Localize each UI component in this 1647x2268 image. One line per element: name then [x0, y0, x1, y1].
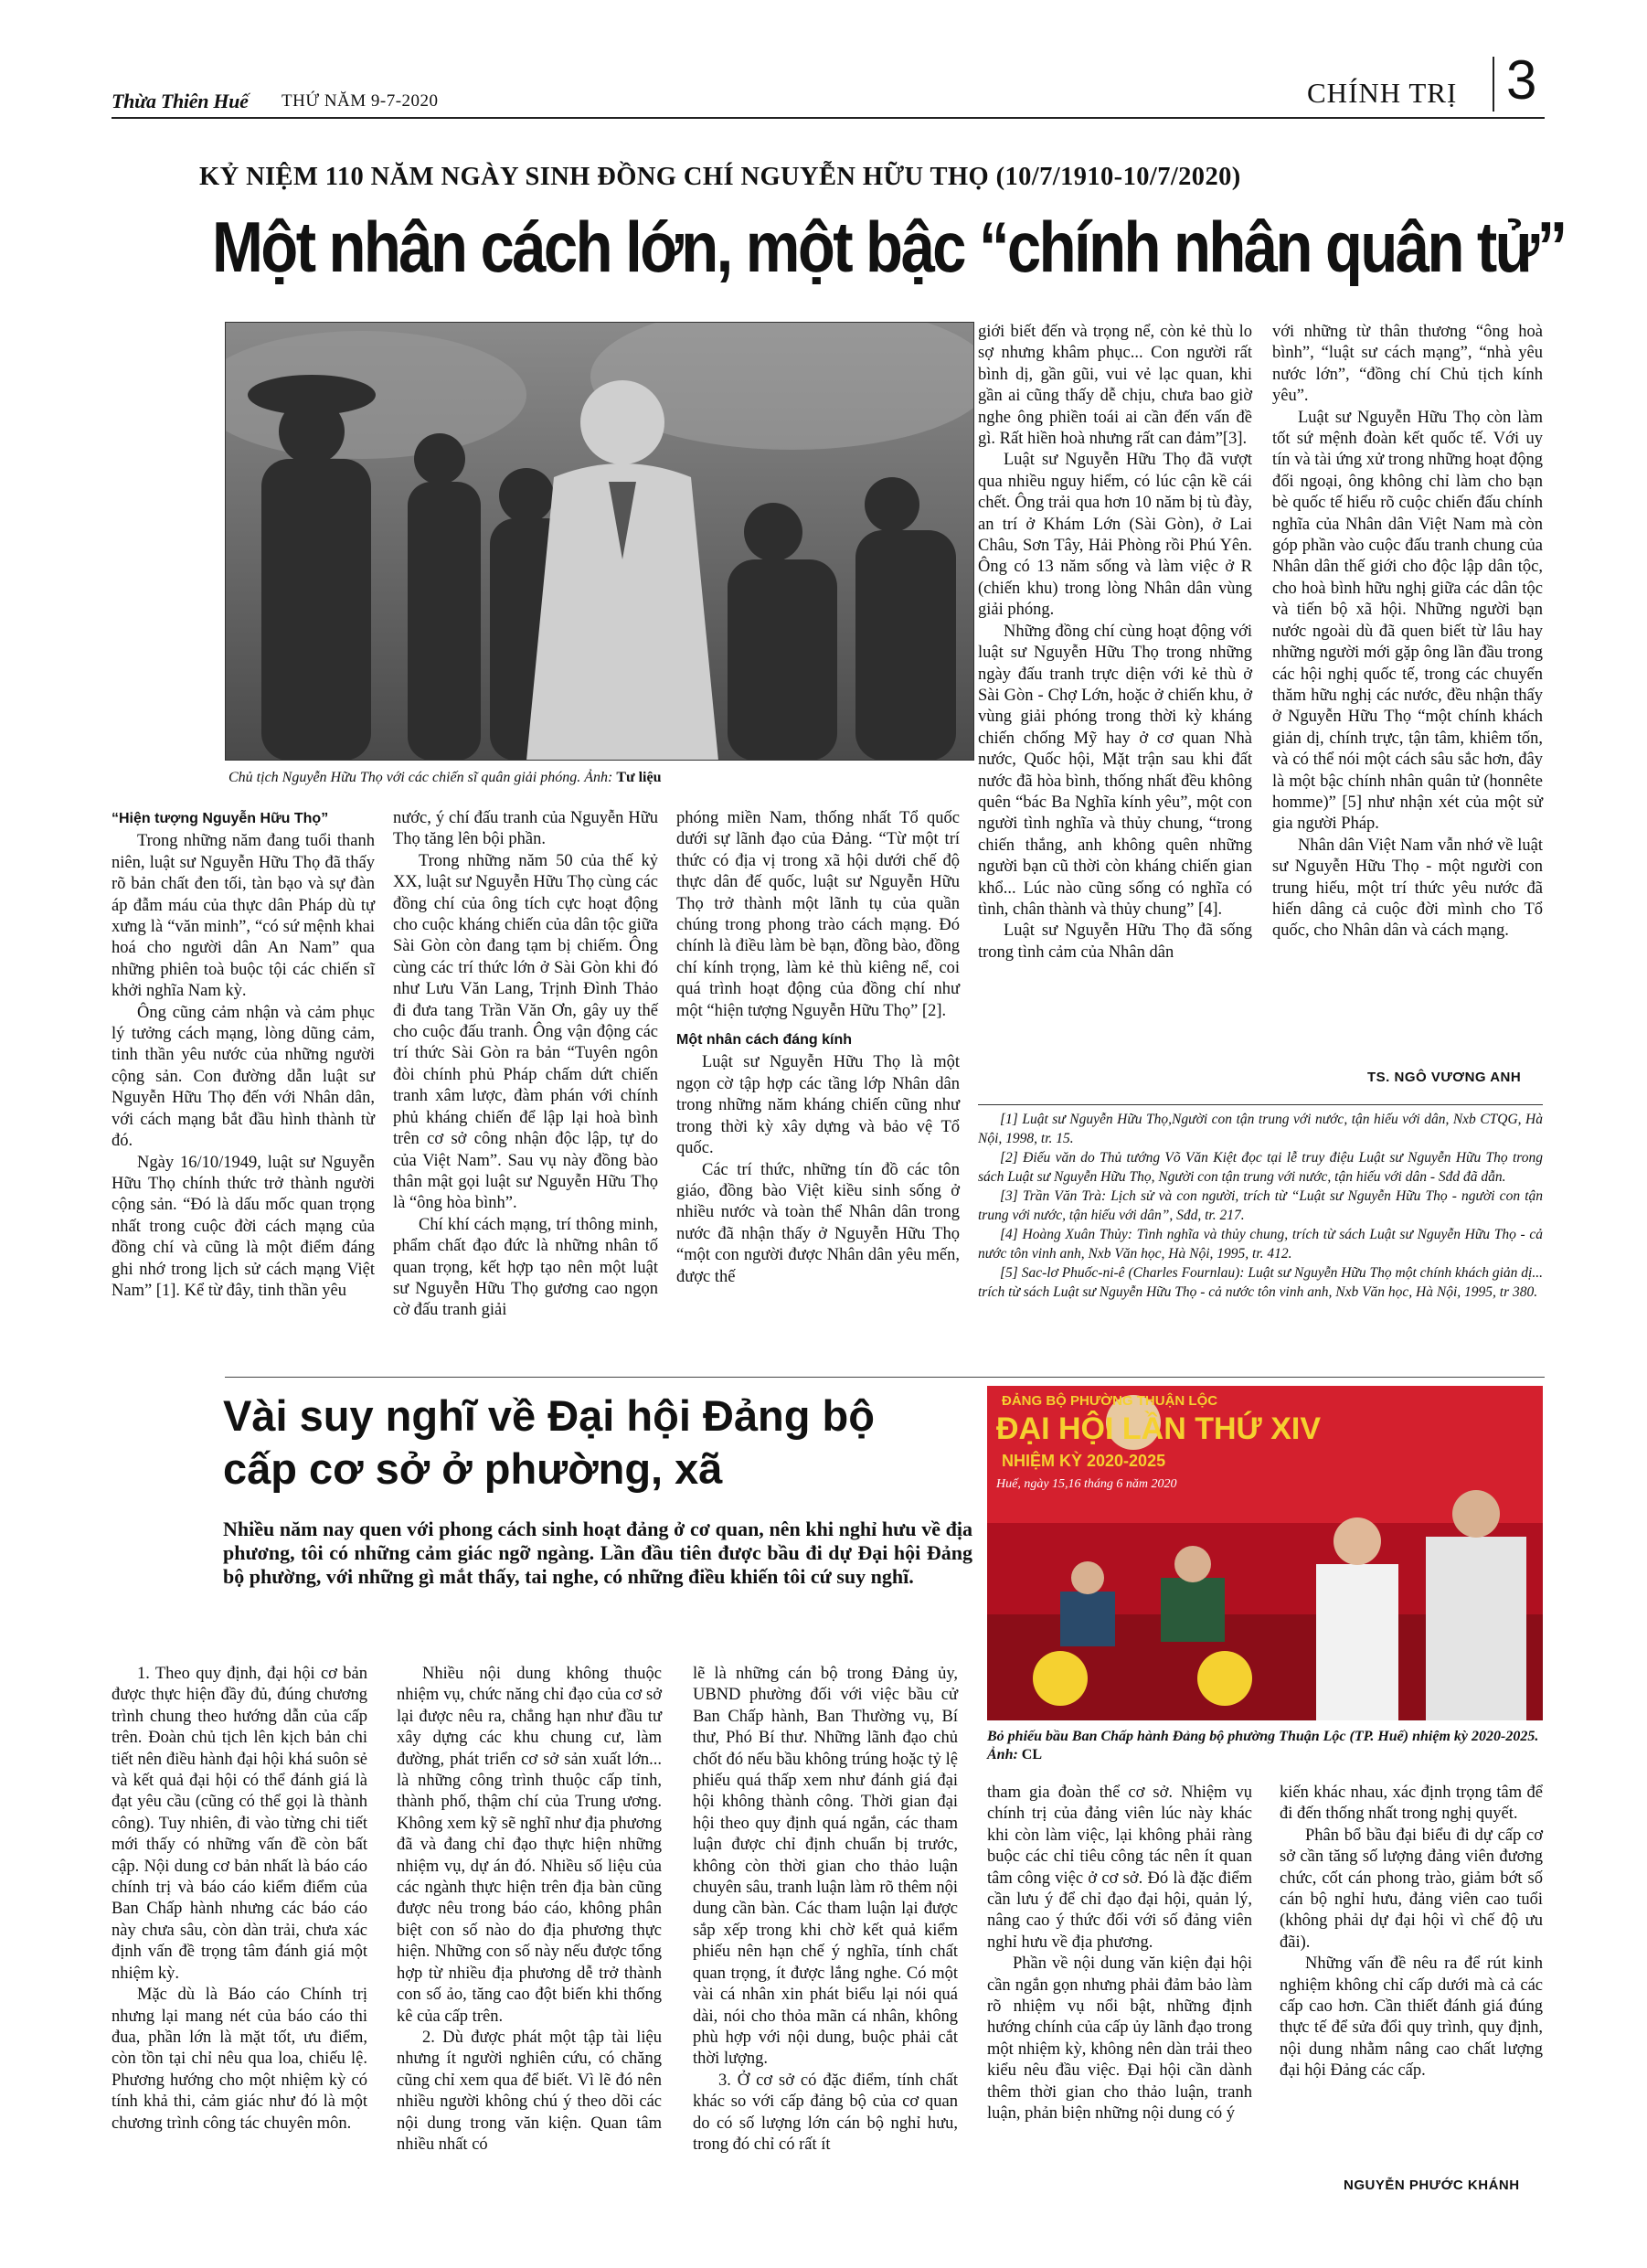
paragraph: Những đồng chí cùng hoạt động với luật sư Nguyễn Hữu Thọ trong những ngày đấu tranh trực diện với kẻ thù ở Sài Gòn - Chợ Lớn, hoặc ở chiến khu, ở vùng giải phóng trong thời kỳ kháng chiến chống Mỹ hay ở cơ quan Nhà nước, Quốc hội, Mặt trận sau khi đất nước đã hòa bình, thống nhất đều không quên “bác Ba Nghĩa kính yêu”, một con người tình nghĩa và thủy chung, “trong chiến thắng, anh không quên những người bạn cũ thời còn kháng chiến gian khổ... Lúc nào cũng sống có nghĩa có tình, chân thành và thủy chung” [4].: [978, 622, 1252, 919]
paragraph: Luật sư Nguyễn Hữu Thọ đã vượt qua nhiều nguy hiểm, có lúc cận kề cái chết. Ông trải qua hơn 10 năm bị tù đày, an trí ở Khám Lớn (Sài Gòn), ở Lai Châu, Sơn Tây, Hải Phòng rồi Phú Yên. Ông có 13 năm sống và làm việc ở R (chiến khu) trong lòng Nhân dân vùng giải phóng.: [978, 451, 1252, 620]
article1-photo-caption: [228, 770, 978, 786]
footnote: [2] Điếu văn do Thủ tướng Võ Văn Kiệt đọc tại lễ truy điệu Luật sư Nguyễn Hữu Thọ trong sách Luật sư Nguyễn Hữu Thọ, Người con tận trung với nước, tận hiếu với dân - Sđd đã dẫn.: [978, 1150, 1543, 1185]
article2-column-3: [693, 1664, 958, 2156]
article1-column-1: [112, 808, 375, 1302]
article2-column-2: [397, 1664, 662, 2156]
photo-banner-line3: NHIỆM KỲ 2020-2025: [1002, 1452, 1166, 1470]
article2-signature: NGUYỄN PHƯỚC KHÁNH: [1344, 2177, 1520, 2193]
paragraph: Phần về nội dung văn kiện đại hội cần ngắn gọn nhưng phải đảm bảo làm rõ nhiệm vụ nổi bật, những định hướng chính của cấp ủy lãnh đạo trong một nhiệm kỳ, không nên dàn trải theo kiểu nêu đầu việc. Đại hội cần dành thêm thời gian cho thảo luận, tranh luận, phản biện những nội dung có ý: [987, 1954, 1252, 2124]
paragraph: phóng miền Nam, thống nhất Tổ quốc dưới sự lãnh đạo của Đảng. “Từ một trí thức có địa vị trong xã hội dưới chế độ thực dân đế quốc, luật sư Nguyễn Hữu Thọ trở thành một lãnh tụ của quần chúng trong phong trào cách mạng. Đó chính là điều làm bè bạn, đồng bào, đồng chí kính trọng, làm kẻ thù kiêng nể, coi quá trình hoạt động của đồng chí như một “hiện tượng Nguyễn Hữu Thọ” [2].: [676, 809, 960, 1020]
article2-photo: [987, 1386, 1543, 1720]
footnote: [3] Trần Văn Trà: Lịch sử và con người, trích từ “Luật sư Nguyễn Hữu Thọ - người con tận trung với nước, tận hiếu với dân”, Sđd, tr. 217.: [978, 1188, 1543, 1223]
article2-column-5: [1280, 1783, 1543, 2082]
photo-banner-line4: Huế, ngày 15,16 tháng 6 năm 2020: [996, 1477, 1177, 1491]
paragraph: nước, ý chí đấu tranh của Nguyễn Hữu Thọ tăng lên bội phần.: [393, 809, 658, 849]
article1-signature: TS. NGÔ VƯƠNG ANH: [1367, 1070, 1522, 1085]
paragraph: lẽ là những cán bộ trong Đảng ủy, UBND phường đối với việc bầu cử Ban Chấp hành, Ban Thường vụ, Bí thư, Phó Bí thư. Những lãnh đạo chủ chốt đó nếu bầu không trúng hoặc tỷ lệ phiếu quá thấp xem như đánh giá đại hội không thành công. Thời gian đại hội theo quy định quá ngắn, các tham luận được chỉ định chuẩn bị trước, không còn thời gian cho thảo luận chuyên sâu, tranh luận làm rõ thêm nội dung cần bàn. Các tham luận lại được sắp xếp trong khi chờ kết quả kiểm phiếu nên hạn chế ý nghĩa, tính chất quan trọng, ít được lắng nghe. Có một vài cá nhân xin phát biểu lại nói quá dài, nói cho thỏa mãn cá nhân, không phù hợp với nội dung, buộc phải cắt thời lượng.: [693, 1665, 958, 2069]
paragraph: Trong những năm đang tuổi thanh niên, luật sư Nguyễn Hữu Thọ đã thấy rõ bản chất đen tối, tàn bạo và sự đàn áp đẫm máu của thực dân Pháp dù tự xưng là “văn minh”, “có sứ mệnh khai hoá cho người dân An Nam” qua những phiên toà buộc tội các chiến sĩ khởi nghĩa Nam kỳ.: [112, 832, 375, 1001]
article1-column-5: [1272, 322, 1543, 942]
paragraph: Nhân dân Việt Nam vẫn nhớ về luật sư Nguyễn Hữu Thọ - một người con trung hiếu, một trí thức yêu nước đã hiến dâng cả cuộc đời mình cho Tổ quốc, cho Nhân dân và cách mạng.: [1272, 836, 1543, 941]
paragraph: Ông cũng cảm nhận và cảm phục lý tưởng cách mạng, lòng dũng cảm, tinh thần yêu nước của những người cộng sản. Con đường dẫn luật sư Nguyễn Hữu Thọ đến với Nhân dân, với cách mạng bắt đầu hình thành từ đó.: [112, 1003, 375, 1151]
page-number: 3: [1506, 49, 1537, 111]
paragraph: Trong những năm 50 của thế kỷ XX, luật sư Nguyễn Hữu Thọ cùng các đồng chí của ông tích cực hoạt động cho cuộc kháng chiến của dân tộc giữa Sài Gòn còn đang tạm bị chiếm. Ông cùng các trí thức lớn ở Sài Gòn khi đó như Lưu Văn Lang, Trịnh Đình Thảo đi đưa tang Trần Văn Ơn, gây uy thế cho cuộc đấu tranh. Ông vận động các trí thức Sài Gòn ra bản “Tuyên ngôn đòi chính phủ Pháp chấm dứt chiến tranh xâm lược, đàm phán với chính phủ kháng chiến để lập lại hoà bình trên cơ sở công nhận độc lập, tự do của Việt Nam”. Sau vụ này đồng bào thân mật gọi luật sư Nguyễn Hữu Thọ là “ông hòa bình”.: [393, 851, 658, 1213]
article2-column-4: [987, 1783, 1252, 2125]
paragraph: Ngày 16/10/1949, luật sư Nguyễn Hữu Thọ chính thức trở thành người cộng sản. “Đó là dấu mốc quan trọng nhất trong cuộc đời cách mạng của đồng chí và cũng là một điểm đáng ghi nhớ trong lịch sử cách mạng Việt Nam” [1]. Kể từ đây, tinh thần yêu: [112, 1153, 375, 1300]
footnote: [5] Sac-lơ Phuốc-ni-ê (Charles Fournlau): Luật sư Nguyễn Hữu Thọ một chính khách giản dị... trích từ sách Luật sư Nguyễn Hữu Thọ - cả nước tôn vinh anh, Nxb Văn học, Hà Nội, 1995, tr 380.: [978, 1265, 1543, 1300]
paragraph: Các trí thức, những tín đồ các tôn giáo, đồng bào Việt kiều sinh sống ở nhiều nước và toàn thể Nhân dân trong nước đã nhận thấy ở Nguyễn Hữu Thọ “một con người được Nhân dân yêu mến, được thế: [676, 1160, 960, 1286]
section-label: CHÍNH TRỊ: [1307, 77, 1458, 109]
paragraph: 2. Dù được phát một tập tài liệu nhưng ít người nghiên cứu, có chăng cũng chỉ xem qua để biết. Vì lẽ đó nên nhiều người không chú ý theo dõi các nội dung trong văn kiện. Quan tâm nhiều nhất có: [397, 2028, 662, 2154]
photo-soldiers-illustration: [225, 322, 974, 761]
notes-rule: [978, 1104, 1543, 1105]
article1-column-3: [676, 808, 960, 1288]
article1-headline: Một nhân cách lớn, một bậc “chính nhân quân tử”: [212, 207, 1566, 287]
article2-photo-caption: [987, 1728, 1543, 1764]
paragraph: Nhiều nội dung không thuộc nhiệm vụ, chức năng chỉ đạo của cơ sở lại được nêu ra, chẳng hạn như đầu tư xây dựng các khu chung cư, làm đường, phát triển cơ sở sản xuất lớn... là những công trình thuộc cấp tỉnh, thành phố, thậm chí của Trung ương. Không xem kỹ sẽ nghĩ như địa phương đã và đang chỉ đạo thực hiện những nhiệm vụ, dự án đó. Nhiều số liệu của các ngành thực hiện trên địa bàn cũng được nêu trong báo cáo, không phân biệt con số nào do địa phương thực hiện. Những con số này nếu được tổng hợp từ nhiều địa phương dễ trở thành con số ảo, tăng cao đột biến khi thống kê của cấp trên.: [397, 1665, 662, 2026]
paragraph: Những vấn đề nêu ra để rút kinh nghiệm không chỉ cấp dưới mà cả các cấp cao hơn. Cần thiết đánh giá đúng thực tế để sửa đổi quy trình, quy định, nội dung nhằm nâng cao chất lượng đại hội Đảng các cấp.: [1280, 1954, 1543, 2081]
article1-footnotes: [978, 1110, 1543, 1302]
paragraph: 3. Ở cơ sở có đặc điểm, tính chất khác so với cấp đảng bộ của cơ quan do có số lượng lớn cán bộ nghỉ hưu, trong đó chỉ có rất ít: [693, 2071, 958, 2154]
paragraph: Phân bổ bầu đại biểu đi dự cấp cơ sở cần tăng số lượng đảng viên đương chức, cốt cán phong trào, giảm bớt số cán bộ nghỉ hưu, đảng viên cao tuổi (không phải dự đại hội vì chế độ ưu đãi).: [1280, 1826, 1543, 1952]
article1-photo-caption-text: Chủ tịch Nguyễn Hữu Thọ với các chiến sĩ quân giải phóng. Ảnh:: [228, 770, 613, 785]
paragraph: kiến khác nhau, xác định trọng tâm để đi đến thống nhất trong nghị quyết.: [1280, 1784, 1543, 1824]
paragraph: với những từ thân thương “ông hoà bình”, “luật sư cách mạng”, “nhà yêu nước lớn”, “đồng chí Chủ tịch kính yêu”.: [1272, 323, 1543, 406]
masthead-date: THỨ NĂM 9-7-2020: [282, 91, 439, 111]
masthead-rule: [112, 117, 1545, 119]
paragraph: giới biết đến và trọng nể, còn kẻ thù lo sợ nhưng khâm phục... Con người rất bình dị, gần gũi, vui vẻ lạc quan, khi gần ai cũng thấy dễ chịu, chưa bao giờ nghe ông phiền toái ai cần đến vấn đề gì. Rất hiền hoà nhưng rất can đảm”[3].: [978, 323, 1252, 449]
article2-lead: Nhiều năm nay quen với phong cách sinh hoạt đảng ở cơ quan, nên khi nghỉ hưu về địa phương, tôi có những cảm giác ngỡ ngàng. Lần đầu tiên được bầu đi dự Đại hội Đảng bộ phường, với những gì mắt thấy, tai nghe, có những điều khiến tôi cứ suy nghĩ.: [223, 1517, 972, 1588]
paragraph: tham gia đoàn thể cơ sở. Nhiệm vụ chính trị của đảng viên lúc này khác khi còn làm việc, lại không phải ràng buộc các chỉ tiêu công tác nên ít quan tâm công việc ở cơ sở. Đó là đặc điểm cần lưu ý để chỉ đạo đại hội, quản lý, nâng cao ý thức đối với số đảng viên nghỉ hưu về địa phương.: [987, 1784, 1252, 1952]
article2-column-1: [112, 1664, 367, 2135]
article-divider: [225, 1377, 1545, 1378]
photo-banner-line1: ĐẢNG BỘ PHƯỜNG THUẬN LỘC: [1002, 1393, 1218, 1409]
paragraph: Luật sư Nguyễn Hữu Thọ là một ngọn cờ tập hợp các tầng lớp Nhân dân trong những năm kháng chiến cũng như trong thời kỳ xây dựng và bảo vệ Tổ quốc.: [676, 1053, 960, 1158]
article1-photo-credit: Tư liệu: [616, 770, 662, 785]
article1-subhead-2: Một nhân cách đáng kính: [676, 1032, 853, 1049]
paragraph: Mặc dù là Báo cáo Chính trị nhưng lại mang nét của báo cáo thi đua, phần lớn là mặt tốt, ưu điểm, còn tồn tại chỉ nêu qua loa, chiếu lệ. Phương hướng cho một nhiệm kỳ có tính khả thi, cảm giác như đó là một chương trình công tác chuyên môn.: [112, 1986, 367, 2133]
paragraph: Luật sư Nguyễn Hữu Thọ đã sống trong tình cảm của Nhân dân: [978, 921, 1252, 962]
footnote: [1] Luật sư Nguyễn Hữu Thọ,Người con tận trung với nước, tận hiếu với dân, Nxb CTQG, Hà Nội, 1998, tr. 15.: [978, 1112, 1543, 1146]
photo-banner-line2: ĐẠI HỘI LẦN THỨ XIV: [996, 1411, 1321, 1446]
article1-kicker: KỶ NIỆM 110 NĂM NGÀY SINH ĐỒNG CHÍ NGUYỄN HỮU THỌ (10/7/1910-10/7/2020): [199, 163, 1241, 191]
article2-headline-line2: cấp cơ sở ở phường, xã: [223, 1444, 723, 1493]
paragraph: Luật sư Nguyễn Hữu Thọ còn làm tốt sứ mệnh đoàn kết quốc tế. Với uy tín và tài ứng xử trong những hoạt động đối ngoại, ông không chỉ làm cho bạn bè quốc tế hiểu rõ cuộc chiến đấu chính nghĩa của Nhân dân Việt Nam mà còn góp phần vào cuộc đấu tranh chung của Nhân dân thế giới cho độc lập dân tộc, cho hoà bình hữu nghị giữa các dân tộc và tiến bộ xã hội. Những người bạn nước ngoài dù đã quen biết từ lâu hay những người mới gặp ông lần đầu trong các hội nghị quốc tế, trong các chuyến thăm hữu nghị các nước, đều nhận thấy ở Nguyễn Hữu Thọ “một chính khách giản dị, chính trực, tận tâm, khiêm tốn, và có thể nói một cách sâu sắc hơn, đây là một bậc chính nhân quân tử (honnête homme)” [5] như nhận xét của một sử gia người Pháp.: [1272, 408, 1543, 834]
article1-subhead-1: “Hiện tượng Nguyễn Hữu Thọ”: [112, 811, 329, 826]
footnote: [4] Hoàng Xuân Thủy: Tình nghĩa và thủy chung, trích từ sách Luật sư Nguyễn Hữu Thọ - cả nước tôn vinh anh, Nxb Văn học, Hà Nội, 1995, tr. 412.: [978, 1227, 1543, 1262]
paragraph: 1. Theo quy định, đại hội cơ bản được thực hiện đầy đủ, đúng chương trình chung theo hướng dẫn của cấp trên. Đoàn chủ tịch lên kịch bản chi tiết nên điều hành đại hội khá suôn sẻ và kết quả đại hội có thể đánh giá là đạt yêu cầu (cũng có thể gọi là thành công). Tuy nhiên, đi vào từng chi tiết mới thấy có những vấn đề còn bất cập. Nội dung cơ bản nhất là báo cáo chính trị và báo cáo kiểm điểm của Ban Chấp hành nhưng các báo cáo này chưa sâu, còn dàn trải, chưa xác định vấn đề trọng tâm đánh giá một nhiệm kỳ.: [112, 1665, 367, 1983]
article1-column-4: [978, 322, 1252, 964]
article1-photo: [225, 322, 974, 761]
article2-headline-line1: Vài suy nghĩ về Đại hội Đảng bộ: [223, 1391, 875, 1440]
article2-photo-caption-text: Bỏ phiếu bầu Ban Chấp hành Đảng bộ phường Thuận Lộc (TP. Huế) nhiệm kỳ 2020-2025. Ảnh:: [987, 1729, 1539, 1762]
paragraph: Chí khí cách mạng, trí thông minh, phẩm chất đạo đức là những nhân tố quan trọng, kết hợp tạo nên một luật sư Nguyễn Hữu Thọ gương cao ngọn cờ đấu tranh giải: [393, 1215, 658, 1320]
section-divider: [1493, 57, 1494, 112]
masthead-paper-name: Thừa Thiên Huế: [112, 90, 249, 112]
article2-photo-credit: CL: [1021, 1747, 1043, 1762]
article1-column-2: [393, 808, 658, 1322]
